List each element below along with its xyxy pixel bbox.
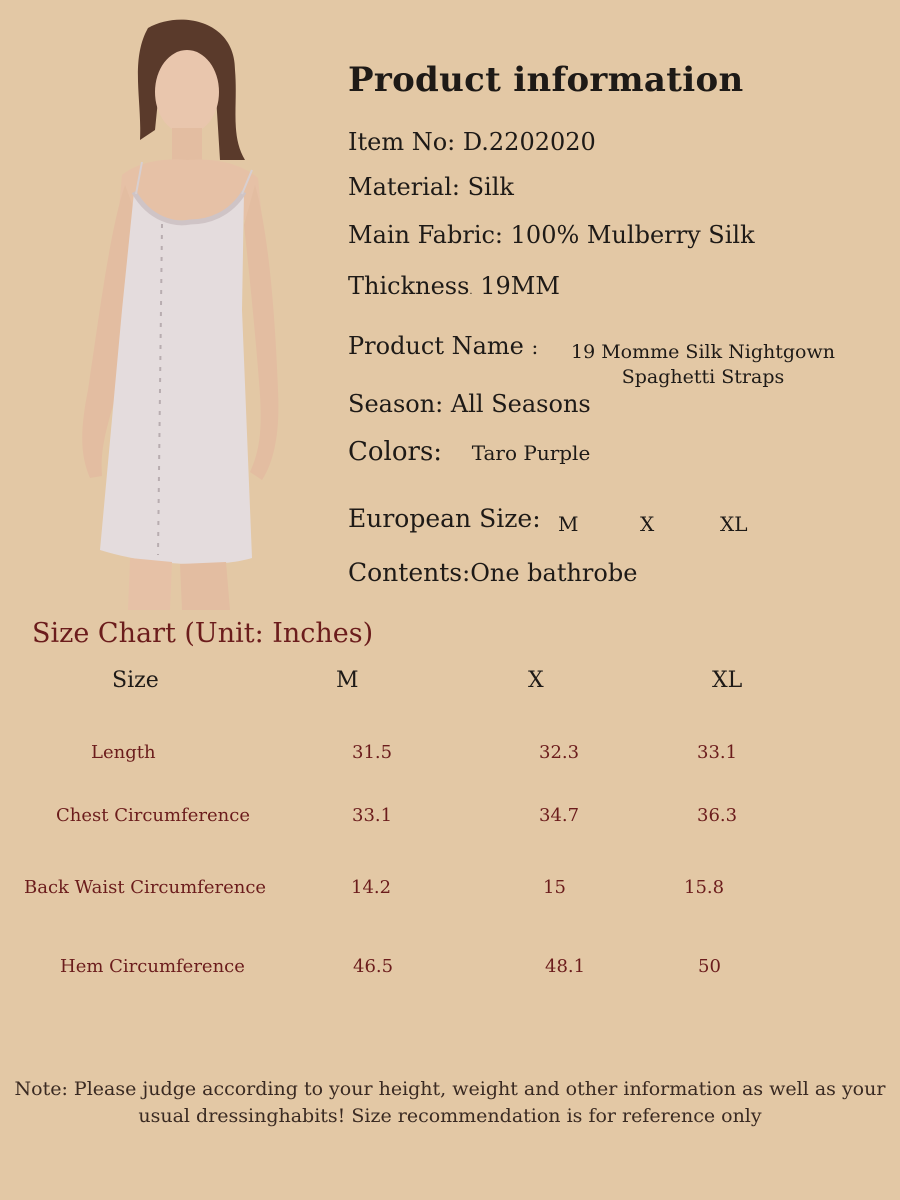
size-chart-header-xl: XL (712, 668, 743, 693)
european-size-m: M (558, 512, 579, 536)
size-chart-cell: 32.3 (539, 742, 580, 763)
size-chart-header-x: X (528, 668, 544, 693)
size-chart-header-size: Size (112, 668, 159, 693)
item-no-value: D.2202020 (462, 128, 596, 156)
item-no-row (348, 128, 596, 156)
main-fabric-value: 100% Mulberry Silk (510, 221, 755, 249)
contents-row (348, 558, 637, 587)
size-chart-cell: 15 (543, 877, 566, 898)
size-chart-row-label: Back Waist Circumference (24, 877, 267, 898)
european-size-row (348, 504, 748, 536)
product-name-value: 19 Momme Silk Nightgown Spaghetti Straps (571, 341, 835, 388)
size-chart-cell: 14.2 (351, 877, 392, 898)
season-value: All Seasons (450, 390, 591, 418)
thickness-value: 19MM (480, 272, 560, 300)
contents-label: Contents (348, 558, 463, 587)
european-size-label: European Size: (348, 504, 541, 533)
size-chart-cell: 46.5 (353, 956, 394, 977)
thickness-label: Thickness (348, 272, 470, 300)
size-chart-cell: 34.7 (539, 805, 580, 826)
product-name-row (348, 332, 835, 388)
product-name-label: Product Name (348, 332, 524, 360)
item-no-label: Item No: (348, 128, 456, 156)
model-illustration (30, 10, 300, 610)
size-note-line-1: Note: Please judge according to your height, weight and other information as well as your (14, 1078, 886, 1100)
size-chart-row-label: Hem Circumference (60, 956, 245, 977)
european-size-x: X (640, 512, 655, 536)
colors-value: Taro Purple (471, 441, 591, 465)
size-chart-cell: 15.8 (684, 877, 725, 898)
main-fabric-label: Main Fabric: (348, 221, 504, 249)
size-note-line-2: usual dressinghabits! Size recommendation is for reference only (138, 1105, 762, 1127)
size-chart-title: Size Chart (Unit: Inches) (32, 618, 374, 649)
size-chart-cell: 48.1 (545, 956, 586, 977)
material-value: Silk (467, 173, 514, 201)
material-label: Material: (348, 173, 460, 201)
contents-value: :One bathrobe (462, 559, 638, 587)
model-photo (30, 10, 300, 610)
material-row (348, 173, 514, 201)
size-chart-cell: 33.1 (697, 742, 738, 763)
european-size-xl: XL (720, 512, 748, 536)
season-row (348, 390, 591, 418)
size-chart-row-label: Chest Circumference (56, 805, 250, 826)
size-chart-cell: 50 (698, 956, 721, 977)
product-info-title: Product information (348, 60, 744, 100)
size-chart-header-m: M (336, 668, 359, 693)
size-chart-cell: 36.3 (697, 805, 738, 826)
size-note (0, 1076, 900, 1130)
thickness-row: Thickness. 19MM (348, 272, 560, 300)
size-chart-cell: 31.5 (352, 742, 393, 763)
size-chart-cell: 33.1 (352, 805, 393, 826)
size-chart-row-label: Length (91, 742, 156, 763)
product-name-sep: : (531, 335, 539, 359)
colors-row (348, 437, 590, 467)
season-label: Season: (348, 390, 444, 418)
main-fabric-row (348, 221, 755, 249)
colors-label: Colors: (348, 437, 443, 467)
